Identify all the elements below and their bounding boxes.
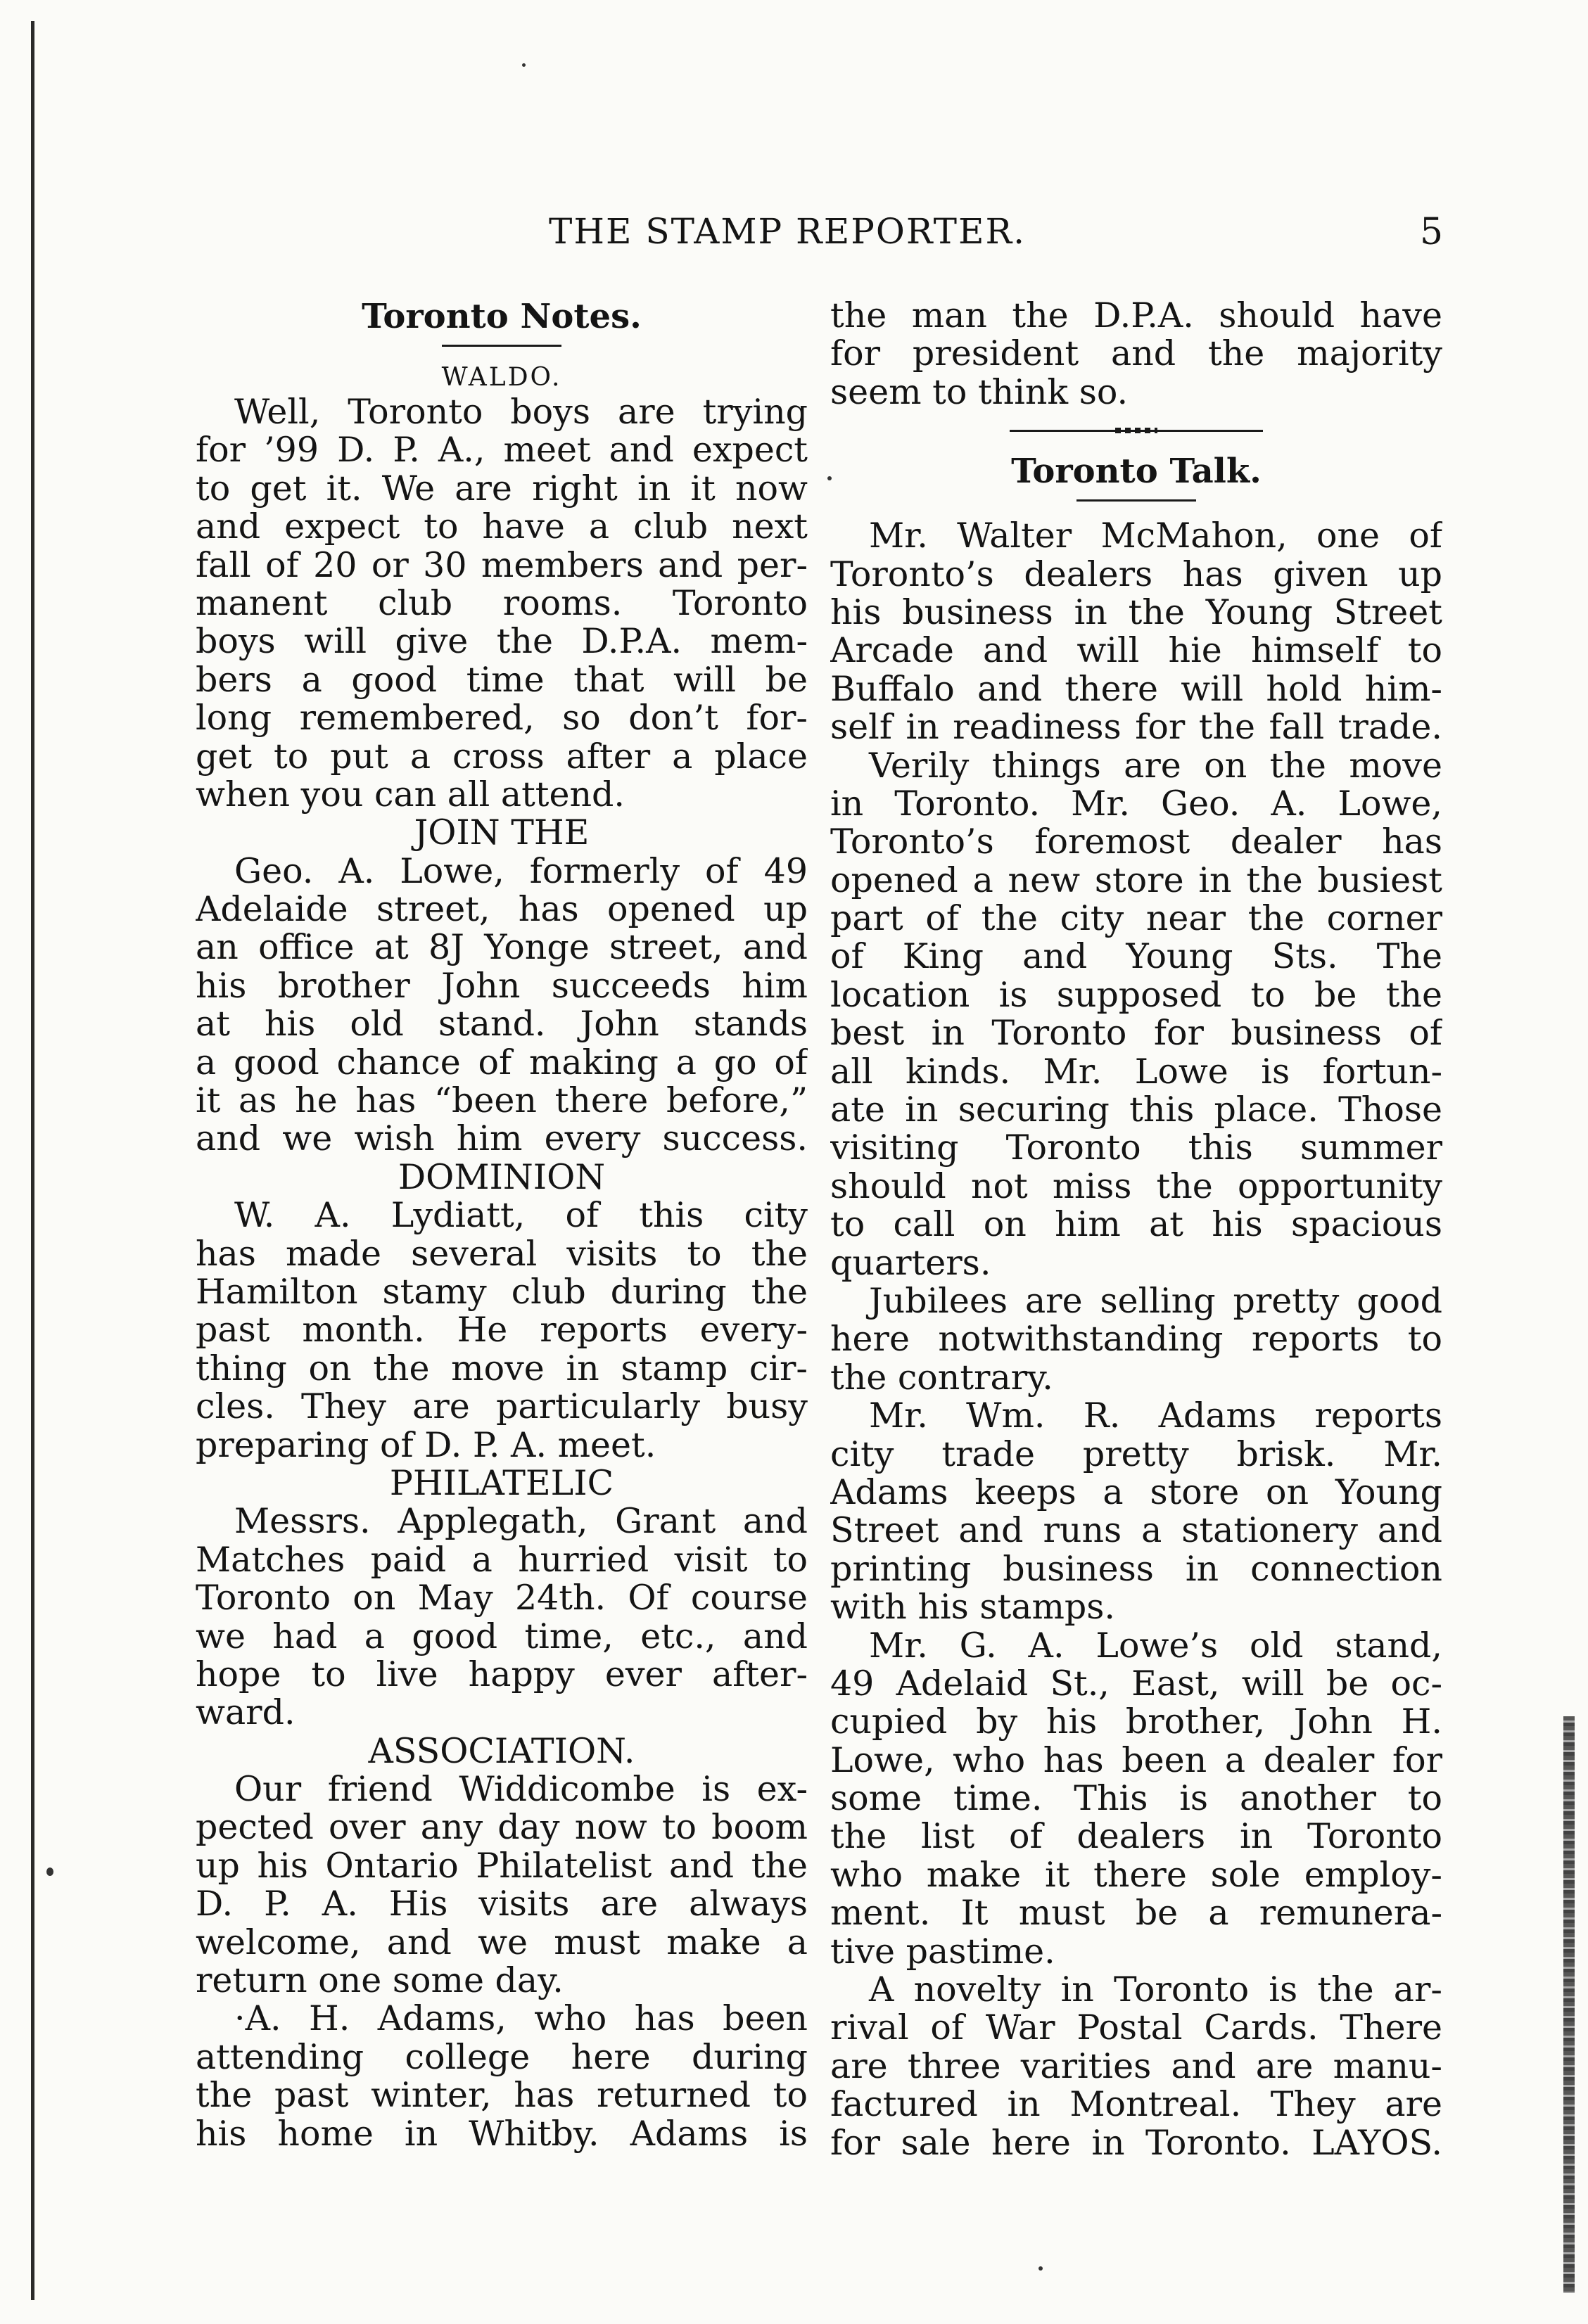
text-line: location is supposed to be the: [830, 976, 1442, 1015]
text-line: opened a new store in the busiest: [830, 861, 1442, 900]
text-line: at his old stand. John stands: [196, 1005, 808, 1044]
text-line: we had a good time, etc., and: [196, 1617, 808, 1656]
text-line: his business in the Young Street: [830, 593, 1442, 632]
article-title: Toronto Notes.: [362, 297, 642, 336]
text-line: Mr. Walter McMahon, one of: [869, 517, 1442, 556]
text-line: Adams keeps a store on Young: [830, 1473, 1442, 1512]
text-line: Toronto on May 24th. Of course: [196, 1579, 808, 1618]
text-line: some time. This is another to: [830, 1780, 1442, 1818]
text-line: Geo. A. Lowe, formerly of 49: [234, 852, 808, 891]
text-line: the contrary.: [830, 1358, 1053, 1398]
text-line: seem to think so.: [830, 373, 1129, 412]
text-line: welcome, and we must make a: [196, 1923, 808, 1962]
continued-text: [830, 297, 1442, 411]
text-line: with his stamps.: [830, 1588, 1115, 1627]
text-line: A novelty in Toronto is the ar-: [869, 1971, 1442, 2010]
text-line: past month. He reports every-: [196, 1311, 808, 1350]
text-line: Messrs. Applegath, Grant and: [234, 1502, 808, 1541]
running-head: THE STAMP REPORTER.: [549, 211, 1026, 252]
ink-speck: [46, 1868, 53, 1876]
text-line: ment. It must be a remunera-: [830, 1894, 1442, 1933]
text-line: to call on him at his spacious: [830, 1206, 1442, 1244]
text-line: of King and Young Sts. The: [830, 938, 1442, 976]
page-number: 5: [1420, 211, 1444, 253]
text-line: part of the city near the corner: [830, 900, 1442, 938]
text-line: Lowe, who has been a dealer for: [830, 1741, 1442, 1780]
text-line: D. P. A. His visits are always: [196, 1885, 808, 1924]
text-line: Hamilton stamy club during the: [196, 1272, 808, 1312]
text-line: Jubilees are selling pretty good: [869, 1282, 1442, 1321]
text-line: up his Ontario Philatelist and the: [196, 1846, 808, 1886]
text-line: quarters.: [830, 1244, 991, 1282]
ad-line: ASSOCIATION.: [368, 1732, 635, 1771]
text-line: for sale here in Toronto. LAYOS.: [830, 2124, 1442, 2162]
title-rule: [1076, 499, 1196, 502]
text-line: it as he has “been there before,”: [196, 1082, 808, 1120]
text-line: to get it. We are right in it now: [196, 469, 808, 509]
text-line: long remembered, so don’t for-: [196, 699, 808, 738]
page-edge: [31, 21, 34, 2300]
text-line: city trade pretty brisk. Mr.: [830, 1435, 1442, 1474]
text-line: preparing of D. P. A. meet.: [196, 1426, 656, 1464]
text-line: attending college here during: [196, 2038, 808, 2077]
text-line: return one some day.: [196, 1962, 564, 2000]
title-rule: [442, 345, 561, 347]
text-line: for ’99 D. P. A., meet and expect: [196, 431, 808, 470]
text-line: Arcade and will hie himself to: [830, 632, 1442, 670]
ad-line: JOIN THE: [414, 814, 590, 853]
text-line: rival of War Postal Cards. There: [830, 2009, 1442, 2048]
text-line: cles. They are particularly busy: [196, 1388, 808, 1426]
text-line: bers a good time that will be: [196, 660, 808, 700]
text-line: Matches paid a hurried visit to: [196, 1540, 808, 1580]
text-line: Mr. G. A. Lowe’s old stand,: [869, 1626, 1442, 1665]
ad-line: DOMINION: [398, 1158, 606, 1197]
text-line: cupied by his brother, John H.: [830, 1703, 1442, 1742]
text-line: his brother John succeeds him: [196, 966, 808, 1006]
right-column: [830, 297, 1442, 2162]
text-line: an office at 8J Yonge street, and: [196, 928, 808, 967]
text-line: who make it there sole employ-: [830, 1856, 1442, 1895]
article-title: Toronto Talk.: [1011, 452, 1262, 492]
text-line: ward.: [196, 1694, 296, 1732]
text-line: his home in Whitby. Adams is: [196, 2114, 808, 2153]
text-line: pected over any day now to boom: [196, 1808, 808, 1847]
text-line: 49 Adelaid St., East, will be oc-: [830, 1664, 1442, 1704]
text-line: and we wish him every success.: [196, 1120, 808, 1158]
text-line: the list of dealers in Toronto: [830, 1818, 1442, 1856]
text-line: Toronto’s dealers has given up: [830, 555, 1442, 594]
text-line: Street and runs a stationery and: [830, 1512, 1442, 1550]
text-line: Verily things are on the move: [869, 746, 1442, 785]
text-line: visiting Toronto this summer: [830, 1129, 1442, 1168]
text-line: has made several visits to the: [196, 1234, 808, 1273]
text-line: for president and the majority: [830, 335, 1442, 374]
ink-speck: [1038, 2266, 1043, 2271]
article-body: [196, 393, 808, 2153]
text-line: ate in securing this place. Those: [830, 1091, 1442, 1130]
text-line: thing on the move in stamp cir-: [196, 1349, 808, 1388]
text-line: a good chance of making a go of: [196, 1043, 808, 1083]
text-line: the past winter, has returned to: [196, 2076, 808, 2115]
text-line: factured in Montreal. They are: [830, 2086, 1442, 2124]
text-line: and expect to have a club next: [196, 508, 808, 547]
text-line: the man the D.P.A. should have: [830, 297, 1442, 336]
text-line: Our friend Widdicombe is ex-: [234, 1770, 808, 1809]
text-line: W. A. Lydiatt, of this city: [234, 1196, 808, 1235]
text-line: tive pastime.: [830, 1932, 1055, 1972]
text-line: are three varities and are manu-: [830, 2047, 1442, 2086]
text-line: self in readiness for the fall trade.: [830, 708, 1442, 747]
ink-speck: [522, 63, 526, 67]
scan-edge-shadow: [1563, 1716, 1575, 2293]
text-line: when you can all attend.: [196, 775, 625, 815]
text-line: Well, Toronto boys are trying: [234, 393, 808, 432]
text-line: should not miss the opportunity: [830, 1167, 1442, 1206]
text-line: manent club rooms. Toronto: [196, 584, 808, 623]
text-line: here notwithstanding reports to: [830, 1320, 1442, 1359]
left-column: [196, 295, 808, 2153]
text-line: Adelaide street, has opened up: [196, 890, 808, 929]
ad-line: PHILATELIC: [389, 1464, 614, 1503]
text-line: in Toronto. Mr. Geo. A. Lowe,: [830, 784, 1442, 824]
text-line: Toronto’s foremost dealer has: [830, 823, 1442, 862]
text-line: get to put a cross after a place: [196, 737, 808, 776]
byline: WALDO.: [441, 363, 562, 392]
section-divider: [1010, 430, 1263, 432]
article-body: [830, 517, 1442, 2162]
text-line: Mr. Wm. R. Adams reports: [869, 1397, 1442, 1436]
text-line: boys will give the D.P.A. mem-: [196, 622, 808, 661]
text-line: ·A. H. Adams, who has been: [234, 2000, 808, 2038]
text-line: best in Toronto for business of: [830, 1014, 1442, 1053]
text-line: printing business in connection: [830, 1550, 1442, 1589]
text-line: all kinds. Mr. Lowe is fortun-: [830, 1052, 1442, 1092]
text-line: fall of 20 or 30 members and per-: [196, 546, 808, 585]
text-line: Buffalo and there will hold him-: [830, 670, 1442, 709]
text-line: hope to live happy ever after-: [196, 1655, 808, 1694]
